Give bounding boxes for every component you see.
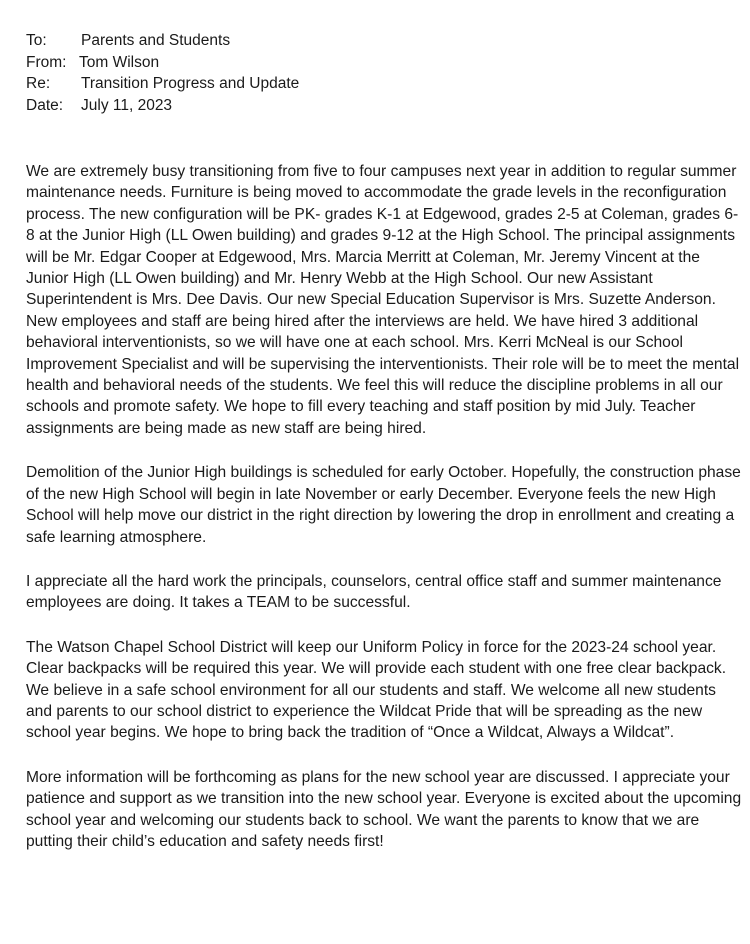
memo-re-value: Transition Progress and Update <box>81 75 300 92</box>
memo-from-value: Tom Wilson <box>79 53 160 71</box>
memo-body <box>26 161 742 852</box>
paragraph-demolition: Demolition of the Junior High buildings is scheduled for early October. Hopefully, the construction phase of the new High School will begin in late November or early December. Everyone feels the new High School will help move our district in the right direction by lowering the drop in enrollment and creating a safe learning atmosphere. <box>26 464 741 546</box>
memo-from-row <box>26 52 742 74</box>
memo-date-label: Date: <box>26 96 64 114</box>
paragraph-uniform-policy: The Watson Chapel School District will keep our Uniform Policy in force for the 2023-24 school year. Clear backpacks will be required this year. We will provide each student with one free clear backpack. We believe in a safe school environment for all our students and staff. We welcome all new students and parents to our school district to experience the Wildcat Pride that will be spreading as the new school year begins. We hope to bring back the tradition of “Once a Wildcat, Always a Wildcat”. <box>26 638 727 742</box>
memo-date-value: July 11, 2023 <box>81 96 173 114</box>
memo-header <box>26 30 742 116</box>
paragraph-transition: We are extremely busy transitioning from five to four campuses next year in addition to regular summer maintenance needs. Furniture is being moved to accommodate the grade levels in the reconfiguration process. The new configuration will be PK- grades K-1 at Edgewood, grades 2-5 at Coleman, grades 6-8 at the Junior High (LL Owen building) and grades 9-12 at the High School. The principal assignments will be Mr. Edgar Cooper at Edgewood, Mrs. Marcia Merritt at Coleman, Mr. Jeremy Vincent at the Junior High (LL Owen building) and Mr. Henry Webb at the High School. Our new Assistant Superintendent is Mrs. Dee Davis. Our new Special Education Supervisor is Mrs. Suzette Anderson. New employees and staff are being hired after the interviews are held. We have hired 3 additional behavioral interventionists, so we will have one at each school. Mrs. Kerri McNeal is our School Improvement Specialist and will be supervising the interventionists. Their role will be to meet the mental health and behavioral needs of the students. We feel this will reduce the discipline problems in all our schools and promote safety. We hope to fill every teaching and staff position by mid July. Teacher assignments are being made as new staff are being hired. <box>26 163 740 437</box>
paragraph-closing: More information will be forthcoming as plans for the new school year are discussed. I appreciate your patience and support as we transition into the new school year. Everyone is excited about the upcoming school year and welcoming our students back to school. We want the parents to know that we are putting their child’s education and safety needs first! <box>26 768 742 850</box>
paragraph-appreciation: I appreciate all the hard work the principals, counselors, central office staff and summer maintenance employees are doing. It takes a TEAM to be successful. <box>26 572 722 612</box>
memo-re-row <box>26 73 742 95</box>
memo-to-value: Parents and Students <box>81 32 231 49</box>
memo-to-row <box>26 30 742 52</box>
memo-from-label: From: <box>26 53 67 71</box>
memo-date-row <box>26 95 742 117</box>
memo-to-label: To: <box>26 32 47 49</box>
memo-re-label: Re: <box>26 75 51 92</box>
memo-document <box>26 30 742 852</box>
